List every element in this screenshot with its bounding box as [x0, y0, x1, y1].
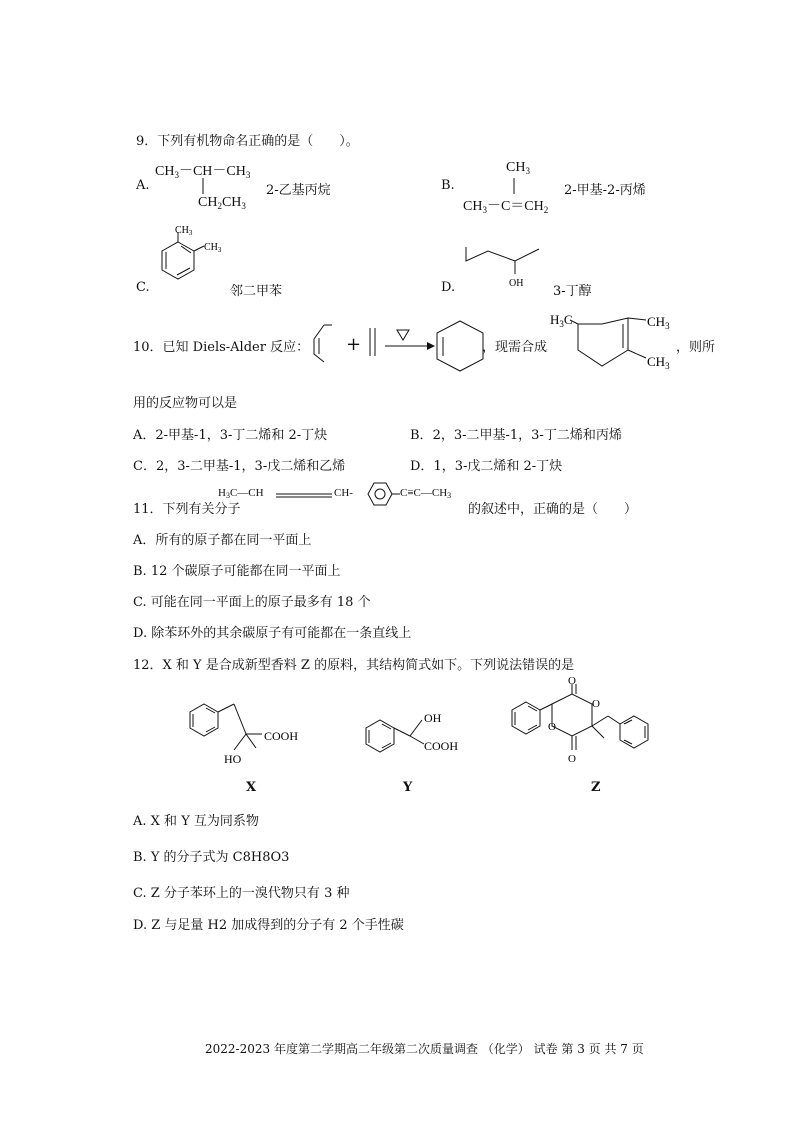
option-12d-letter: D.	[133, 918, 148, 933]
option-9b-double: －C＝CH	[486, 199, 544, 214]
option-11b	[133, 560, 341, 579]
option-9b-methyl: $CH_3$	[506, 160, 530, 176]
heat-arrow	[383, 322, 433, 362]
option-10d-letter: D．	[410, 459, 434, 474]
compound-y-structure	[360, 708, 480, 778]
option-12b-letter: B.	[133, 850, 147, 865]
option-9a-name: 2-乙基丙烷	[266, 183, 331, 198]
option-11b-text: 12 个碳原子可能都在同一平面上	[150, 564, 341, 579]
compound-y-cooh: COOH	[424, 739, 459, 753]
option-11a	[133, 529, 311, 548]
option-11d	[133, 622, 411, 641]
option-9d-structure	[463, 243, 553, 293]
option-11a-text: 所有的原子都在同一平面上	[155, 533, 312, 548]
svg-text:CH3: $CH_3$	[647, 354, 670, 371]
label-z: Z	[591, 780, 601, 795]
option-12a-text: X 和 Y 互为同系物	[150, 814, 259, 829]
svg-text:H3C: $H_3C$	[550, 312, 573, 329]
target-product-structure	[550, 310, 680, 380]
option-11b-letter: B.	[133, 564, 147, 579]
option-10b	[410, 424, 622, 443]
question-11-suffix: 的叙述中，正确的是（ ）	[468, 502, 638, 517]
option-9d-name: 3-丁醇	[553, 284, 592, 299]
option-12d-text: Z 与足量 H2 加成得到的分子有 2 个手性碳	[151, 918, 404, 933]
option-10c-letter: C．	[133, 459, 156, 474]
option-11c-letter: C.	[133, 595, 147, 610]
option-10c-text: 2，3-二甲基-1，3-戊二烯和乙烯	[155, 459, 346, 474]
option-12b	[133, 846, 289, 865]
svg-text:CH3: $CH_3$	[175, 225, 193, 237]
label-x: X	[246, 780, 257, 795]
q11-double-bond	[276, 491, 336, 501]
q11-mol-left: H3C—CH	[218, 487, 264, 500]
question-9-stem: 9．下列有机物命名正确的是（ ）。	[136, 134, 359, 149]
option-12c	[133, 882, 349, 901]
option-11d-text: 除苯环外的其余碳原子有可能都在一条直线上	[151, 626, 412, 641]
option-11c-text: 可能在同一平面上的原子最多有 18 个	[150, 595, 371, 610]
q11-benzene-ring	[360, 480, 400, 510]
option-9a-chain: －CH－CH	[178, 164, 246, 179]
option-9a-ethyl: $CH_2CH_3$	[198, 195, 246, 211]
compound-x-structure	[184, 700, 324, 780]
option-9a-structure: $CH_3-CH-CH_3$	[155, 164, 251, 180]
option-9b-ch3: CH	[463, 199, 483, 214]
plus-sign: +	[346, 334, 362, 355]
compound-x-cooh: COOH	[264, 729, 299, 743]
compound-y-oh: OH	[424, 711, 442, 725]
question-10-line2: 用的反应物可以是	[133, 396, 238, 411]
option-12d	[133, 914, 404, 933]
option-10d-text: 1，3-戊二烯和 2-丁炔	[433, 459, 563, 474]
option-10b-text: 2，3-二甲基-1，3-丁二烯和丙烯	[432, 428, 622, 443]
page-footer: 2022-2023 年度第二学期高二年级第二次质量调查 （化学） 试卷 第 3 页 共 7 页	[205, 1042, 644, 1056]
option-9a-ch3-b: CH	[221, 195, 242, 210]
option-12a	[133, 810, 259, 829]
option-12c-text: Z 分子苯环上的一溴代物只有 3 种	[150, 886, 350, 901]
svg-text:CH3: $CH_3$	[204, 242, 222, 254]
compound-z-o-right: O	[592, 698, 600, 710]
option-9d-letter: D.	[441, 280, 456, 295]
compound-x-ho: HO	[224, 752, 242, 766]
option-11a-letter: A．	[133, 533, 156, 548]
option-9c-structure	[148, 222, 238, 302]
question-10-prefix: 10．已知 Diels-Alder 反应：	[133, 340, 310, 355]
compound-z-structure	[508, 675, 668, 770]
question-12-stem: 12．X 和 Y 是合成新型香料 Z 的原料，其结构简式如下。下列说法错误的是	[133, 658, 575, 673]
option-9b-letter: B.	[441, 178, 455, 193]
q11-mol-mid: CH-	[334, 487, 353, 499]
label-y: Y	[403, 780, 413, 795]
question-10-middle: ，现需合成	[482, 340, 548, 355]
option-10a-letter: A．	[133, 428, 156, 443]
option-12a-letter: A.	[133, 814, 147, 829]
option-9b-ch3-top: CH	[506, 160, 526, 175]
option-9d-oh: OH	[509, 278, 524, 289]
question-11-prefix: 11．下列有关分子	[133, 502, 241, 517]
compound-z-o-bottom: O	[568, 753, 576, 765]
option-11c	[133, 591, 371, 610]
option-9c-name: 邻二甲苯	[230, 284, 283, 299]
option-9c-letter: C.	[136, 280, 150, 295]
option-12b-text: Y 的分子式为 C8H8O3	[150, 850, 290, 865]
cyclohexene-structure	[430, 318, 490, 374]
option-10c	[133, 455, 345, 474]
compound-z-o-left: O	[548, 721, 556, 733]
question-10-suffix: ，则所	[676, 340, 716, 355]
option-10b-letter: B．	[410, 428, 433, 443]
option-10a	[133, 424, 327, 443]
option-10a-text: 2-甲基-1，3-丁二烯和 2-丁炔	[155, 428, 328, 443]
ethylene-structure	[366, 328, 382, 358]
option-9b-name: 2-甲基-2-丙烯	[564, 183, 646, 198]
option-9b-chain: $CH_3-C=CH_2$	[463, 199, 549, 215]
option-10d	[410, 455, 562, 474]
option-9a-ch2: CH	[198, 195, 218, 210]
option-9a-ch3-a: CH	[155, 164, 175, 179]
compound-z-o-top: O	[568, 675, 576, 687]
option-12c-letter: C.	[133, 886, 147, 901]
option-11d-letter: D.	[133, 626, 148, 641]
q11-mol-right: C≡C—CH3	[400, 487, 452, 500]
option-9a-letter: A.	[136, 178, 150, 193]
svg-text:CH3: $CH_3$	[647, 314, 670, 331]
